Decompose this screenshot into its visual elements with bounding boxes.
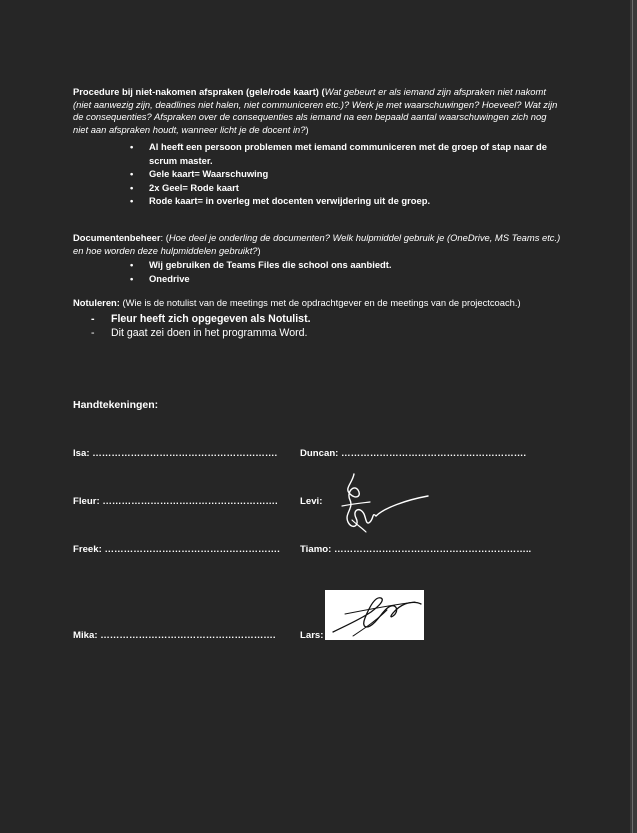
list-item: • Gele kaart= Waarschuwing <box>130 167 560 181</box>
signatures-heading: Handtekeningen: <box>73 399 159 411</box>
signature-label-levi: Levi: <box>300 496 323 507</box>
signature-levi-image <box>336 470 432 540</box>
procedure-bullet-list <box>130 140 560 208</box>
list-item: • 2x Geel= Rode kaart <box>130 181 560 195</box>
signature-line-fleur: Fleur: ………………………………………………. <box>73 496 278 507</box>
documenten-paragraph <box>73 232 563 257</box>
list-item: - Fleur heeft zich opgegeven als Notulist. <box>91 312 521 326</box>
procedure-close: ) <box>305 123 309 135</box>
documenten-question: Hoe deel je onderling de documenten? Welk hulpmiddel gebruik je (OneDrive, MS Teams etc.) en hoe worden deze hulpmiddelen gebruikt? <box>73 232 561 256</box>
notuleren-paragraph <box>73 297 573 310</box>
documenten-heading: Documentenbeheer <box>73 232 161 243</box>
notuleren-heading: Notuleren: <box>73 297 120 308</box>
signature-line-duncan: Duncan: …………………………………………………. <box>300 448 526 459</box>
procedure-question: Wat gebeurt er als iemand zijn afspraken niet nakomt (niet aanwezig zijn, deadlines niet halen, niet communiceren etc.)? Werk je met waarschuwingen? Hoeveel? Wat zijn de consequenties? Afspraken over de consequenties als iemand na een bepaald aantal waarschuwingen zich nog niet aan afspraken houdt, wanneer licht je de docent in? <box>73 86 558 135</box>
procedure-heading: Procedure bij niet-nakomen afspraken (gele/rode kaart) ( <box>73 86 325 97</box>
list-item: • Onedrive <box>130 272 560 286</box>
signature-lars-image <box>325 590 424 640</box>
signature-line-freek: Freek: ………………………………………………. <box>73 544 280 555</box>
notuleren-list <box>91 312 521 340</box>
list-item: • Rode kaart= in overleg met docenten verwijdering uit de groep. <box>130 194 560 208</box>
signature-line-isa: Isa: …………………………………………………. <box>73 448 278 459</box>
scroll-edge-line <box>632 0 633 833</box>
documenten-bullet-list <box>130 258 560 285</box>
signature-line-mika: Mika: ………………………………………………. <box>73 630 276 641</box>
list-item: • Wij gebruiken de Teams Files die school ons aanbiedt. <box>130 258 560 272</box>
documenten-sep: : ( <box>160 232 169 243</box>
signature-line-tiamo: Tiamo: …………………………………………………….. <box>300 544 532 555</box>
list-item: - Dit gaat zei doen in het programma Word. <box>91 326 521 340</box>
notuleren-question: (Wie is de notulist van de meetings met de opdrachtgever en de meetings van de projectcoach.) <box>119 297 521 308</box>
signature-label-lars: Lars: <box>300 630 324 641</box>
list-item: • Al heeft een persoon problemen met iemand communiceren met de groep of stap naar de scrum master. <box>130 140 560 167</box>
procedure-paragraph <box>73 86 563 136</box>
documenten-close: ) <box>257 244 261 256</box>
